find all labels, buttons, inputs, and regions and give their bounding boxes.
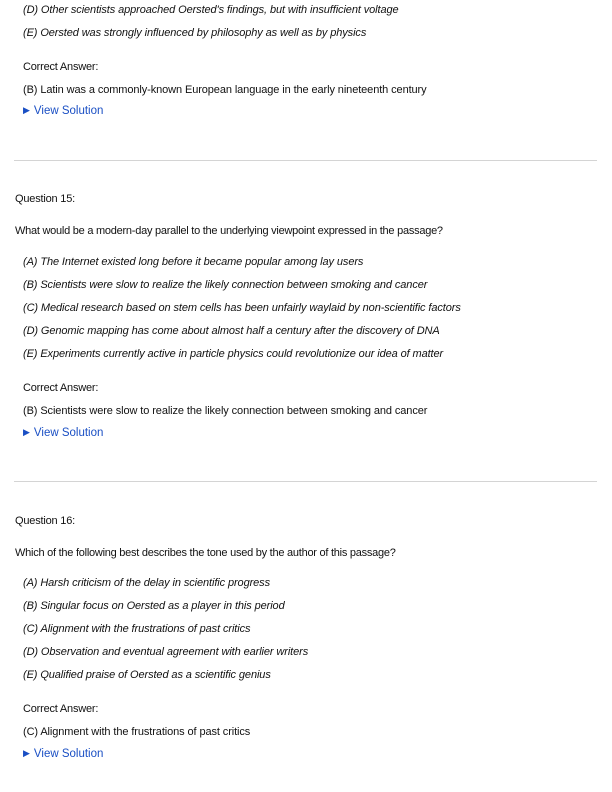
option-c: (C) Medical research based on stem cells has been unfairly waylaid by non-scientific factors [23,302,461,314]
option-d: (D) Genomic mapping has come about almost half a century after the discovery of DNA [23,325,440,337]
option-d: (D) Observation and eventual agreement with earlier writers [23,646,309,658]
option-b: (B) Singular focus on Oersted as a player in this period [23,600,285,612]
view-solution-link[interactable] [23,105,103,117]
option-e: (E) Qualified praise of Oersted as a scientific genius [23,669,271,681]
view-solution-link[interactable] [23,427,103,439]
correct-answer-label: Correct Answer: [23,703,99,715]
view-solution-label: View Solution [33,427,104,439]
triangle-right-icon: ▶ [23,748,30,758]
option-b: (B) Scientists were slow to realize the likely connection between smoking and cancer [23,279,428,291]
question-text: What would be a modern-day parallel to the underlying viewpoint expressed in the passage? [15,225,443,237]
triangle-right-icon: ▶ [23,105,30,115]
question-title: Question 15: [15,193,75,205]
question-text: Which of the following best describes the tone used by the author of this passage? [15,547,396,559]
view-solution-label: View Solution [33,748,104,760]
correct-answer-label: Correct Answer: [23,382,99,394]
correct-answer-label: Correct Answer: [23,61,99,73]
triangle-right-icon: ▶ [23,427,30,437]
option-e: (E) Experiments currently active in particle physics could revolutionize our idea of matter [23,348,444,360]
divider [14,481,597,482]
option-d: (D) Other scientists approached Oersted's findings, but with insufficient voltage [23,4,399,16]
correct-answer-text: (B) Latin was a commonly-known European language in the early nineteenth century [23,84,427,96]
divider [14,160,597,161]
option-c: (C) Alignment with the frustrations of past critics [23,623,251,635]
option-e: (E) Oersted was strongly influenced by philosophy as well as by physics [23,27,367,39]
correct-answer-text: (B) Scientists were slow to realize the likely connection between smoking and cancer [23,405,428,417]
question-title: Question 16: [15,515,75,527]
option-a: (A) The Internet existed long before it became popular among lay users [23,256,364,268]
correct-answer-text: (C) Alignment with the frustrations of past critics [23,726,251,738]
view-solution-link[interactable] [23,748,103,760]
view-solution-label: View Solution [33,105,104,117]
option-a: (A) Harsh criticism of the delay in scientific progress [23,577,270,589]
